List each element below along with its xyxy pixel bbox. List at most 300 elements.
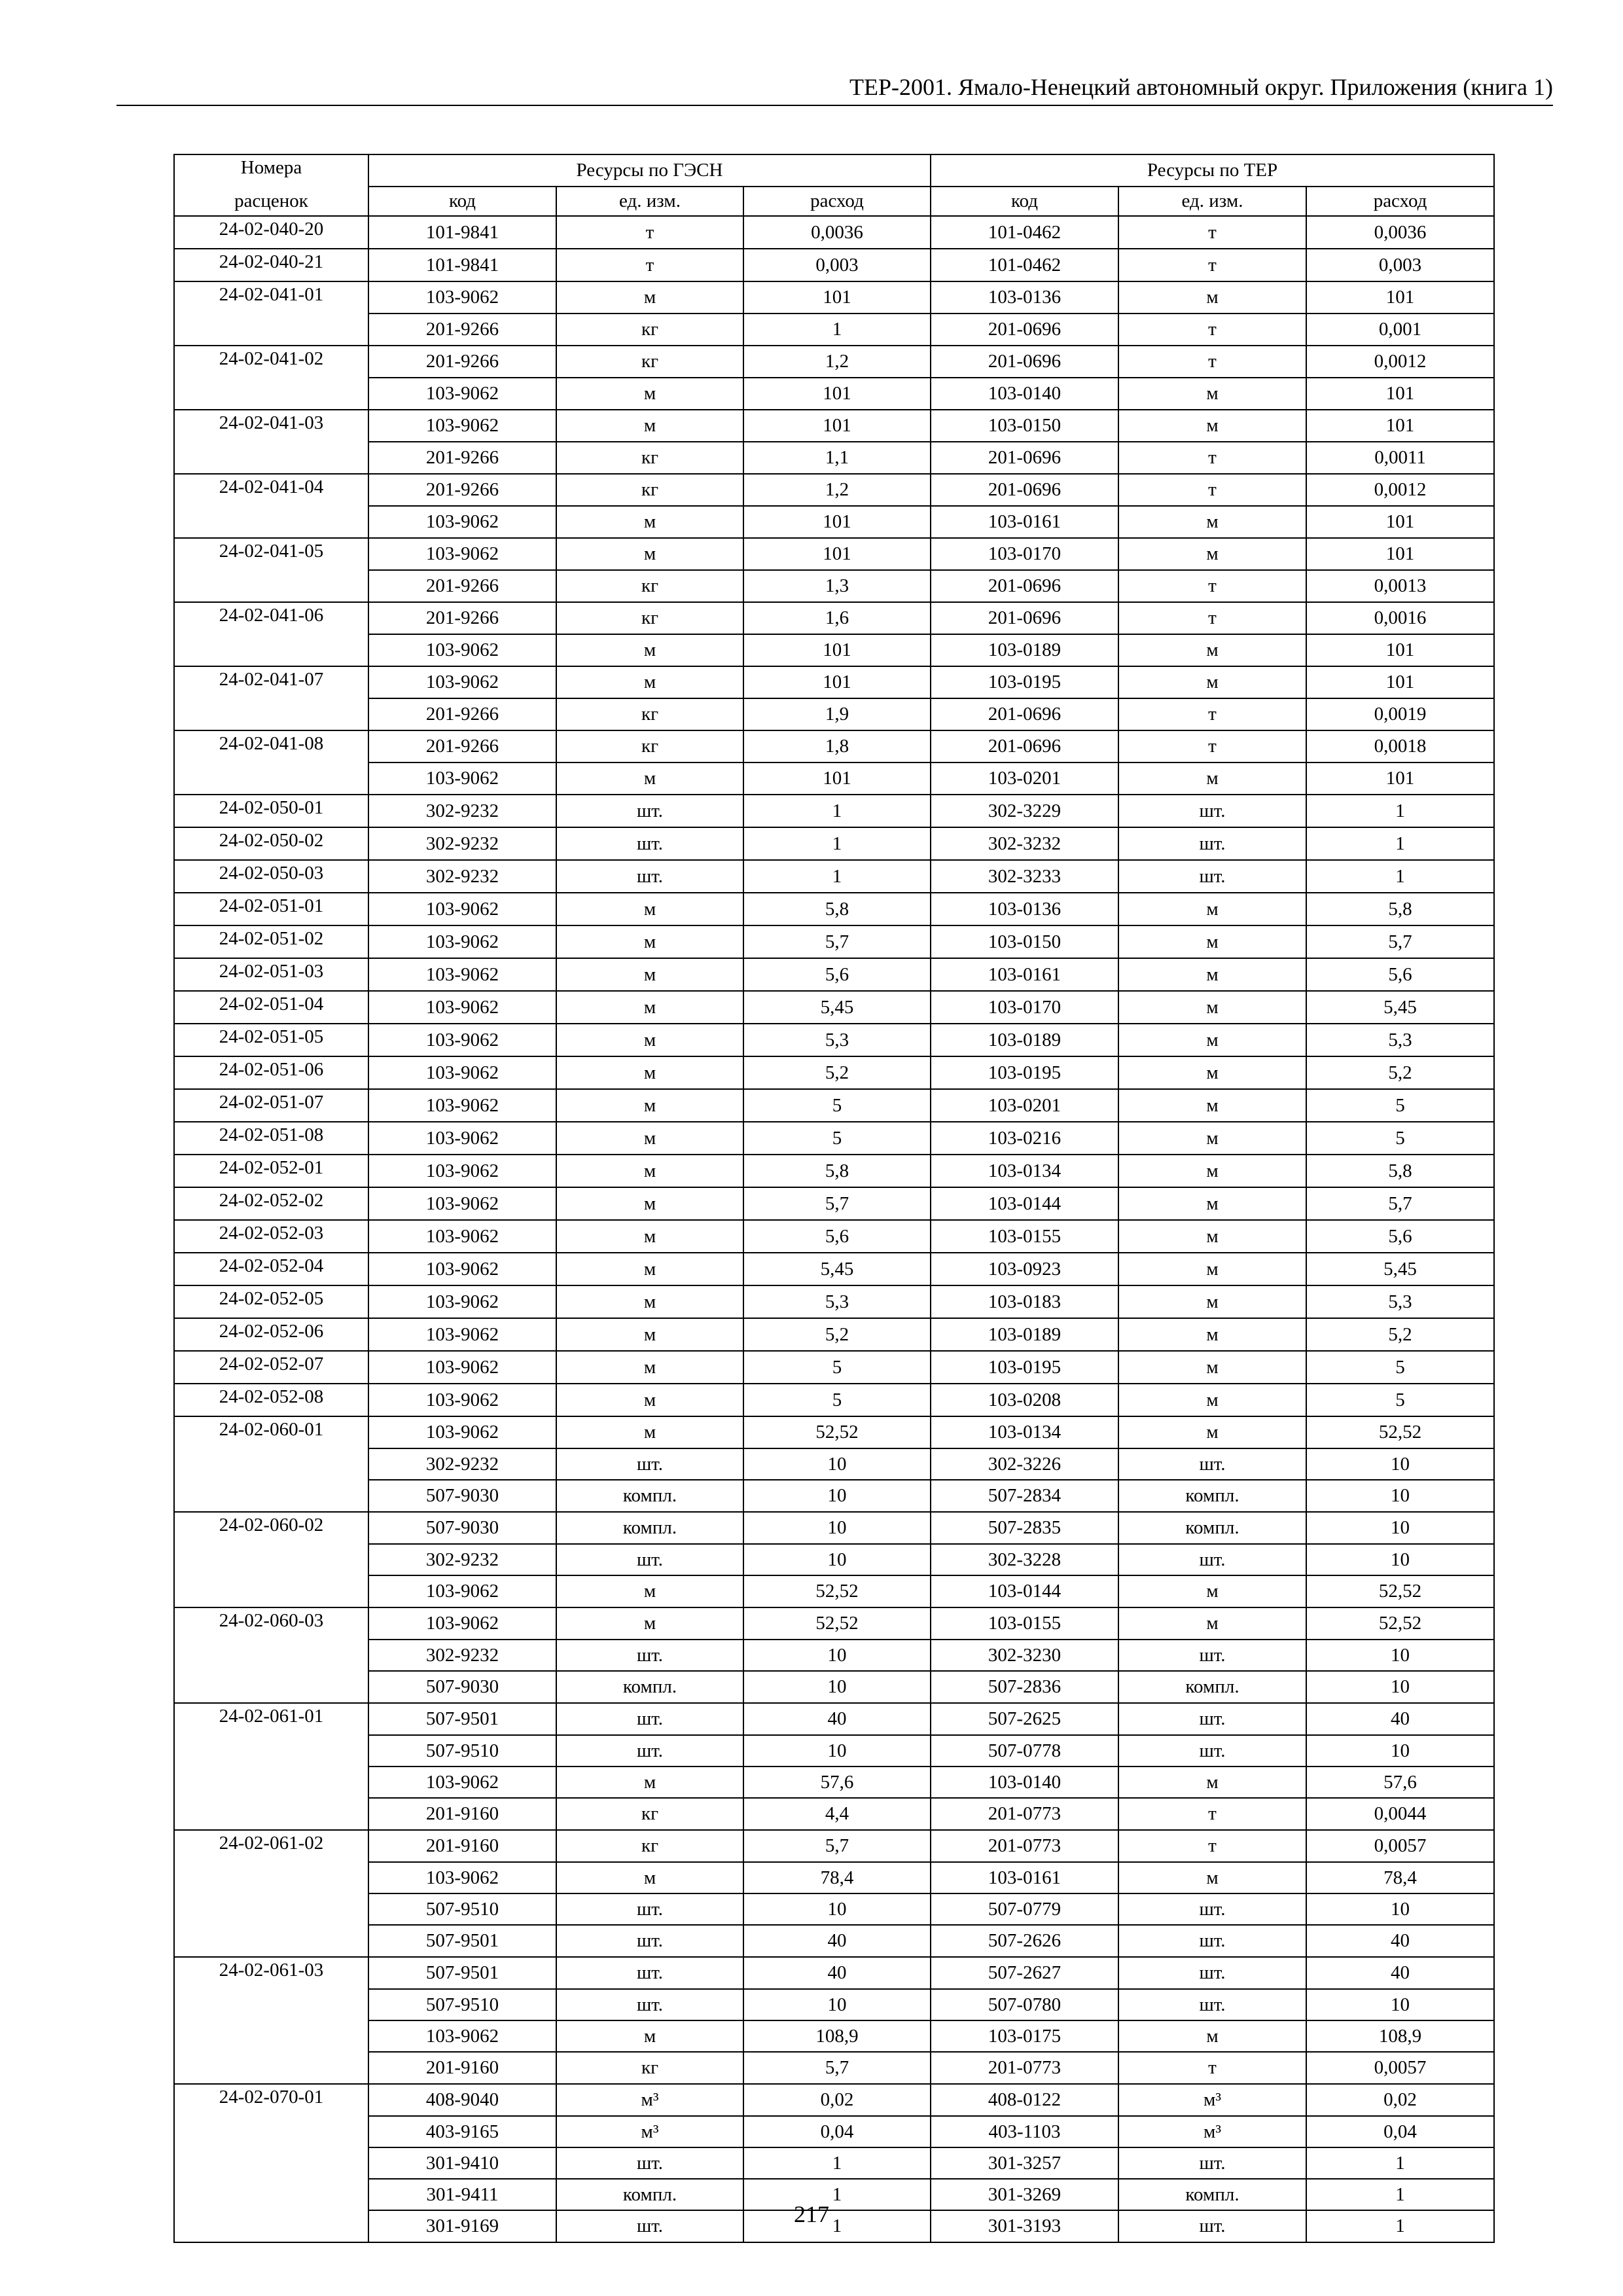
gesn-qty-cell: 5,7 — [743, 1830, 931, 1862]
ter-unit-cell: шт. — [1118, 1925, 1306, 1957]
ter-code-cell: 507-2627 — [931, 1957, 1118, 1989]
gesn-code-cell: 103-9062 — [368, 1220, 556, 1253]
table-row — [174, 1830, 1494, 1862]
gesn-unit-cell: м — [556, 1384, 743, 1416]
gesn-unit-cell: м — [556, 1155, 743, 1187]
rate-number-cell — [174, 506, 368, 538]
gesn-unit-cell: м — [556, 410, 743, 442]
ter-unit-cell: м — [1118, 2020, 1306, 2052]
gesn-group-header: Ресурсы по ГЭСН — [368, 154, 931, 187]
rates-body — [174, 216, 1494, 2242]
table-row — [174, 1925, 1494, 1957]
ter-code-cell: 103-0155 — [931, 1607, 1118, 1640]
gesn-unit-cell: шт. — [556, 1893, 743, 1925]
ter-qty-cell: 5,6 — [1306, 1220, 1494, 1253]
gesn-unit-cell: кг — [556, 346, 743, 378]
gesn-code-cell: 201-9160 — [368, 1798, 556, 1830]
gesn-qty-cell: 5,7 — [743, 1187, 931, 1220]
rate-number-cell: 24-02-061-03 — [174, 1957, 368, 1989]
gesn-unit-cell: м — [556, 1416, 743, 1448]
ter-code-cell: 507-2625 — [931, 1703, 1118, 1735]
ter-code-cell: 302-3232 — [931, 827, 1118, 860]
gesn-code-cell: 408-9040 — [368, 2084, 556, 2116]
gesn-code-cell: 103-9062 — [368, 1416, 556, 1448]
ter-unit-cell: т — [1118, 216, 1306, 249]
gesn-code-cell: 201-9160 — [368, 1830, 556, 1862]
ter-unit-cell: м — [1118, 1122, 1306, 1155]
gesn-unit-cell: кг — [556, 1798, 743, 1830]
table-row — [174, 346, 1494, 378]
rate-number-cell: 24-02-052-04 — [174, 1253, 368, 1285]
table-row — [174, 893, 1494, 925]
ter-code-cell: 103-0189 — [931, 1318, 1118, 1351]
page-number: 217 — [794, 2201, 829, 2227]
ter-code-cell: 302-3228 — [931, 1544, 1118, 1575]
ter-unit-cell: м — [1118, 991, 1306, 1024]
table-row — [174, 1285, 1494, 1318]
table-row — [174, 1480, 1494, 1512]
gesn-code-cell: 103-9062 — [368, 958, 556, 991]
ter-qty-cell: 0,0013 — [1306, 570, 1494, 602]
ter-code-cell: 301-3193 — [931, 2210, 1118, 2242]
gesn-code-cell: 201-9266 — [368, 602, 556, 634]
table-row — [174, 442, 1494, 474]
gesn-qty-cell: 40 — [743, 1957, 931, 1989]
gesn-code-cell: 103-9062 — [368, 1056, 556, 1089]
gesn-code-cell: 507-9510 — [368, 1989, 556, 2020]
gesn-code-cell: 302-9232 — [368, 827, 556, 860]
table-row — [174, 1512, 1494, 1544]
ter-code-cell: 507-2836 — [931, 1671, 1118, 1703]
gesn-qty-cell: 78,4 — [743, 1862, 931, 1893]
ter-unit-cell: м — [1118, 506, 1306, 538]
ter-code-cell: 103-0136 — [931, 281, 1118, 314]
table-row — [174, 730, 1494, 762]
gesn-qty-cell: 52,52 — [743, 1416, 931, 1448]
ter-unit-cell: шт. — [1118, 1544, 1306, 1575]
gesn-unit-cell: м — [556, 1024, 743, 1056]
gesn-qty-cell: 40 — [743, 1925, 931, 1957]
rate-number-cell — [174, 442, 368, 474]
gesn-code-cell: 101-9841 — [368, 216, 556, 249]
gesn-qty-cell: 10 — [743, 1512, 931, 1544]
rate-number-cell — [174, 1544, 368, 1575]
ter-unit-cell: т — [1118, 1830, 1306, 1862]
gesn-qty-cell: 101 — [743, 410, 931, 442]
gesn-qty-cell: 101 — [743, 378, 931, 410]
ter-qty-cell: 101 — [1306, 410, 1494, 442]
gesn-qty-cell: 1,9 — [743, 698, 931, 730]
gesn-unit-cell: шт. — [556, 2147, 743, 2179]
table-row — [174, 1575, 1494, 1607]
ter-qty-cell: 10 — [1306, 1640, 1494, 1671]
ter-code-cell: 507-2626 — [931, 1925, 1118, 1957]
gesn-code-cell: 103-9062 — [368, 1318, 556, 1351]
rate-number-cell: 24-02-052-02 — [174, 1187, 368, 1220]
gesn-code-header: код — [368, 187, 556, 216]
gesn-unit-header: ед. изм. — [556, 187, 743, 216]
ter-code-cell: 103-0144 — [931, 1575, 1118, 1607]
table-row — [174, 216, 1494, 249]
gesn-code-cell: 103-9062 — [368, 1862, 556, 1893]
gesn-unit-cell: м — [556, 281, 743, 314]
table-row — [174, 1671, 1494, 1703]
ter-qty-cell: 101 — [1306, 634, 1494, 666]
ter-qty-cell: 5,45 — [1306, 991, 1494, 1024]
ter-unit-cell: компл. — [1118, 1671, 1306, 1703]
ter-unit-cell: шт. — [1118, 860, 1306, 893]
ter-qty-cell: 5 — [1306, 1122, 1494, 1155]
ter-unit-cell: компл. — [1118, 2179, 1306, 2210]
rate-number-cell — [174, 1640, 368, 1671]
gesn-unit-cell: м — [556, 893, 743, 925]
rate-number-cell: 24-02-051-04 — [174, 991, 368, 1024]
gesn-unit-cell: кг — [556, 570, 743, 602]
rate-number-cell — [174, 1798, 368, 1830]
rate-number-cell: 24-02-051-01 — [174, 893, 368, 925]
rate-number-cell — [174, 1862, 368, 1893]
table-row — [174, 1544, 1494, 1575]
ter-qty-cell: 1 — [1306, 795, 1494, 827]
ter-qty-cell: 10 — [1306, 1512, 1494, 1544]
ter-qty-cell: 10 — [1306, 1480, 1494, 1512]
rate-number-cell — [174, 634, 368, 666]
ter-code-cell: 507-0778 — [931, 1735, 1118, 1767]
ter-code-cell: 201-0773 — [931, 1798, 1118, 1830]
gesn-qty-cell: 1,2 — [743, 346, 931, 378]
gesn-unit-cell: м — [556, 634, 743, 666]
table-row — [174, 1089, 1494, 1122]
ter-unit-cell: м — [1118, 1187, 1306, 1220]
gesn-code-cell: 103-9062 — [368, 1767, 556, 1798]
rate-number-cell — [174, 1575, 368, 1607]
ter-unit-cell: м — [1118, 1318, 1306, 1351]
ter-unit-cell: т — [1118, 1798, 1306, 1830]
ter-qty-cell: 5,7 — [1306, 925, 1494, 958]
gesn-code-cell: 103-9062 — [368, 1607, 556, 1640]
ter-qty-cell: 108,9 — [1306, 2020, 1494, 2052]
gesn-unit-cell: компл. — [556, 1480, 743, 1512]
gesn-qty-cell: 5,6 — [743, 958, 931, 991]
gesn-unit-cell: шт. — [556, 1544, 743, 1575]
gesn-unit-cell: кг — [556, 730, 743, 762]
table-row — [174, 1351, 1494, 1384]
table-row — [174, 1893, 1494, 1925]
ter-unit-cell: т — [1118, 2052, 1306, 2084]
ter-unit-cell: м — [1118, 1862, 1306, 1893]
ter-code-cell: 103-0155 — [931, 1220, 1118, 1253]
gesn-code-cell: 103-9062 — [368, 1155, 556, 1187]
ter-code-cell: 103-0161 — [931, 1862, 1118, 1893]
rate-number-cell — [174, 2116, 368, 2147]
rate-number-cell: 24-02-060-02 — [174, 1512, 368, 1544]
ter-qty-cell: 5,3 — [1306, 1024, 1494, 1056]
ter-qty-cell: 0,003 — [1306, 249, 1494, 281]
rate-number-cell — [174, 1989, 368, 2020]
ter-code-header: код — [931, 187, 1118, 216]
ter-unit-cell: шт. — [1118, 2210, 1306, 2242]
page-header-title: ТЕР-2001. Ямало-Ненецкий автономный округ. Приложения (книга 1) — [849, 74, 1553, 100]
table-row — [174, 538, 1494, 570]
rate-number-cell — [174, 2052, 368, 2084]
rate-number-cell: 24-02-070-01 — [174, 2084, 368, 2116]
gesn-unit-cell: шт. — [556, 1957, 743, 1989]
gesn-code-cell: 507-9510 — [368, 1735, 556, 1767]
ter-code-cell: 103-0144 — [931, 1187, 1118, 1220]
gesn-unit-cell: компл. — [556, 2179, 743, 2210]
rate-number-cell — [174, 2147, 368, 2179]
gesn-unit-cell: шт. — [556, 827, 743, 860]
rate-number-cell: 24-02-041-05 — [174, 538, 368, 570]
table-row — [174, 958, 1494, 991]
rate-number-cell: 24-02-052-03 — [174, 1220, 368, 1253]
ter-qty-cell: 0,0012 — [1306, 474, 1494, 506]
table-row — [174, 991, 1494, 1024]
gesn-code-cell: 201-9266 — [368, 346, 556, 378]
rate-number-cell: 24-02-051-03 — [174, 958, 368, 991]
rate-number-cell: 24-02-050-01 — [174, 795, 368, 827]
gesn-qty-cell: 10 — [743, 1893, 931, 1925]
ter-code-cell: 201-0696 — [931, 442, 1118, 474]
ter-unit-cell: м — [1118, 634, 1306, 666]
ter-code-cell: 201-0696 — [931, 730, 1118, 762]
rate-number-cell: 24-02-040-21 — [174, 249, 368, 281]
ter-qty-cell: 10 — [1306, 1893, 1494, 1925]
gesn-code-cell: 103-9062 — [368, 1253, 556, 1285]
gesn-unit-cell: кг — [556, 474, 743, 506]
gesn-qty-cell: 101 — [743, 538, 931, 570]
rate-number-cell — [174, 1671, 368, 1703]
ter-qty-cell: 5 — [1306, 1384, 1494, 1416]
table-row — [174, 1448, 1494, 1480]
ter-code-cell: 103-0183 — [931, 1285, 1118, 1318]
gesn-qty-cell: 10 — [743, 1640, 931, 1671]
ter-code-cell: 201-0696 — [931, 698, 1118, 730]
gesn-code-cell: 103-9062 — [368, 991, 556, 1024]
rate-number-cell: 24-02-041-03 — [174, 410, 368, 442]
rate-number-cell — [174, 1480, 368, 1512]
gesn-qty-cell: 5,7 — [743, 925, 931, 958]
ter-code-cell: 201-0696 — [931, 602, 1118, 634]
gesn-code-cell: 403-9165 — [368, 2116, 556, 2147]
ter-qty-cell: 10 — [1306, 1671, 1494, 1703]
gesn-unit-cell: м — [556, 1056, 743, 1089]
ter-code-cell: 507-0780 — [931, 1989, 1118, 2020]
gesn-code-cell: 201-9160 — [368, 2052, 556, 2084]
gesn-unit-cell: т — [556, 249, 743, 281]
gesn-qty-cell: 40 — [743, 1703, 931, 1735]
ter-unit-header: ед. изм. — [1118, 187, 1306, 216]
rate-number-cell: 24-02-051-06 — [174, 1056, 368, 1089]
rate-number-cell: 24-02-051-05 — [174, 1024, 368, 1056]
ter-qty-cell: 101 — [1306, 378, 1494, 410]
ter-code-cell: 103-0201 — [931, 1089, 1118, 1122]
gesn-code-cell: 302-9232 — [368, 1448, 556, 1480]
gesn-code-cell: 201-9266 — [368, 570, 556, 602]
ter-qty-cell: 1 — [1306, 2147, 1494, 2179]
gesn-code-cell: 101-9841 — [368, 249, 556, 281]
table-row — [174, 1767, 1494, 1798]
ter-unit-cell: м³ — [1118, 2116, 1306, 2147]
gesn-code-cell: 103-9062 — [368, 893, 556, 925]
ter-qty-cell: 0,0011 — [1306, 442, 1494, 474]
ter-unit-cell: м — [1118, 410, 1306, 442]
ter-unit-cell: шт. — [1118, 1703, 1306, 1735]
gesn-unit-cell: м — [556, 1351, 743, 1384]
ter-qty-cell: 0,0016 — [1306, 602, 1494, 634]
ter-qty-cell: 52,52 — [1306, 1607, 1494, 1640]
table-row — [174, 249, 1494, 281]
ter-code-cell: 103-0195 — [931, 1351, 1118, 1384]
ter-unit-cell: шт. — [1118, 1957, 1306, 1989]
table-row — [174, 1416, 1494, 1448]
gesn-code-cell: 103-9062 — [368, 634, 556, 666]
gesn-code-cell: 103-9062 — [368, 1351, 556, 1384]
ter-unit-cell: т — [1118, 346, 1306, 378]
gesn-unit-cell: кг — [556, 442, 743, 474]
ter-unit-cell: м — [1118, 281, 1306, 314]
ter-code-cell: 403-1103 — [931, 2116, 1118, 2147]
gesn-unit-cell: м — [556, 762, 743, 795]
gesn-qty-cell: 10 — [743, 1671, 931, 1703]
ter-qty-cell: 52,52 — [1306, 1575, 1494, 1607]
gesn-code-cell: 103-9062 — [368, 666, 556, 698]
gesn-code-cell: 302-9232 — [368, 1544, 556, 1575]
gesn-unit-cell: м — [556, 1862, 743, 1893]
gesn-unit-cell: кг — [556, 314, 743, 346]
ter-unit-cell: т — [1118, 730, 1306, 762]
ter-code-cell: 408-0122 — [931, 2084, 1118, 2116]
gesn-code-cell: 103-9062 — [368, 410, 556, 442]
gesn-qty-cell: 5,7 — [743, 2052, 931, 2084]
ter-code-cell: 103-0140 — [931, 378, 1118, 410]
gesn-unit-cell: м — [556, 1253, 743, 1285]
ter-qty-cell: 101 — [1306, 506, 1494, 538]
ter-unit-cell: шт. — [1118, 795, 1306, 827]
ter-qty-cell: 5,2 — [1306, 1318, 1494, 1351]
ter-qty-cell: 10 — [1306, 1989, 1494, 2020]
gesn-unit-cell: шт. — [556, 795, 743, 827]
ter-code-cell: 103-0923 — [931, 1253, 1118, 1285]
table-subheader-row — [174, 187, 1494, 216]
rate-number-cell: 24-02-052-05 — [174, 1285, 368, 1318]
gesn-unit-cell: шт. — [556, 1735, 743, 1767]
rate-numbers-header: Номера — [174, 154, 368, 187]
rate-number-cell: 24-02-061-02 — [174, 1830, 368, 1862]
rate-number-cell: 24-02-050-03 — [174, 860, 368, 893]
gesn-code-cell: 103-9062 — [368, 378, 556, 410]
ter-unit-cell: м — [1118, 1384, 1306, 1416]
gesn-unit-cell: м — [556, 666, 743, 698]
rate-number-cell: 24-02-051-07 — [174, 1089, 368, 1122]
gesn-unit-cell: т — [556, 216, 743, 249]
ter-qty-cell: 40 — [1306, 1703, 1494, 1735]
ter-code-cell: 103-0189 — [931, 634, 1118, 666]
table-row — [174, 1220, 1494, 1253]
gesn-code-cell: 201-9266 — [368, 442, 556, 474]
gesn-unit-cell: шт. — [556, 1640, 743, 1671]
ter-code-cell: 507-2834 — [931, 1480, 1118, 1512]
gesn-qty-cell: 1 — [743, 2147, 931, 2179]
gesn-code-cell: 301-9411 — [368, 2179, 556, 2210]
gesn-qty-cell: 1 — [743, 827, 931, 860]
table-row — [174, 1155, 1494, 1187]
gesn-code-cell: 103-9062 — [368, 1187, 556, 1220]
gesn-unit-cell: м — [556, 378, 743, 410]
gesn-qty-cell: 52,52 — [743, 1607, 931, 1640]
table-row — [174, 2147, 1494, 2179]
ter-qty-cell: 5 — [1306, 1351, 1494, 1384]
ter-code-cell: 201-0696 — [931, 570, 1118, 602]
gesn-unit-cell: кг — [556, 602, 743, 634]
ter-qty-cell: 40 — [1306, 1925, 1494, 1957]
ter-qty-cell: 101 — [1306, 281, 1494, 314]
rate-number-cell — [174, 2020, 368, 2052]
ter-unit-cell: м — [1118, 958, 1306, 991]
ter-code-cell: 302-3233 — [931, 860, 1118, 893]
ter-code-cell: 103-0150 — [931, 410, 1118, 442]
table-row — [174, 925, 1494, 958]
gesn-qty-cell: 5,45 — [743, 1253, 931, 1285]
table-row — [174, 1735, 1494, 1767]
gesn-qty-cell: 4,4 — [743, 1798, 931, 1830]
gesn-unit-cell: кг — [556, 2052, 743, 2084]
gesn-code-cell: 103-9062 — [368, 1575, 556, 1607]
gesn-qty-cell: 10 — [743, 1448, 931, 1480]
gesn-unit-cell: м — [556, 538, 743, 570]
gesn-unit-cell: м — [556, 1767, 743, 1798]
gesn-code-cell: 103-9062 — [368, 1122, 556, 1155]
ter-code-cell: 103-0216 — [931, 1122, 1118, 1155]
ter-code-cell: 103-0170 — [931, 538, 1118, 570]
ter-qty-cell: 5,8 — [1306, 1155, 1494, 1187]
table-row — [174, 827, 1494, 860]
rate-number-cell: 24-02-060-03 — [174, 1607, 368, 1640]
table-row — [174, 1703, 1494, 1735]
gesn-qty-cell: 57,6 — [743, 1767, 931, 1798]
ter-unit-cell: шт. — [1118, 1735, 1306, 1767]
ter-unit-cell: м — [1118, 762, 1306, 795]
rate-number-cell: 24-02-041-02 — [174, 346, 368, 378]
gesn-code-cell: 507-9510 — [368, 1893, 556, 1925]
gesn-code-cell: 507-9501 — [368, 1925, 556, 1957]
ter-code-cell: 201-0696 — [931, 474, 1118, 506]
gesn-unit-cell: шт. — [556, 2210, 743, 2242]
ter-qty-cell: 101 — [1306, 762, 1494, 795]
table-row — [174, 378, 1494, 410]
ter-code-cell: 201-0773 — [931, 2052, 1118, 2084]
gesn-qty-cell: 10 — [743, 1989, 931, 2020]
rate-number-cell — [174, 1767, 368, 1798]
gesn-unit-cell: шт. — [556, 1989, 743, 2020]
table-row — [174, 602, 1494, 634]
ter-code-cell: 101-0462 — [931, 249, 1118, 281]
gesn-qty-cell: 108,9 — [743, 2020, 931, 2052]
table-row — [174, 1024, 1494, 1056]
gesn-code-cell: 302-9232 — [368, 795, 556, 827]
table-row — [174, 698, 1494, 730]
gesn-qty-cell: 5,3 — [743, 1285, 931, 1318]
gesn-qty-cell: 1,3 — [743, 570, 931, 602]
page-header — [116, 71, 1553, 106]
gesn-code-cell: 103-9062 — [368, 762, 556, 795]
ter-unit-cell: м — [1118, 1351, 1306, 1384]
ter-unit-cell: шт. — [1118, 2147, 1306, 2179]
table-row — [174, 1989, 1494, 2020]
ter-code-cell: 302-3226 — [931, 1448, 1118, 1480]
gesn-unit-cell: компл. — [556, 1671, 743, 1703]
ter-qty-cell: 0,0057 — [1306, 1830, 1494, 1862]
